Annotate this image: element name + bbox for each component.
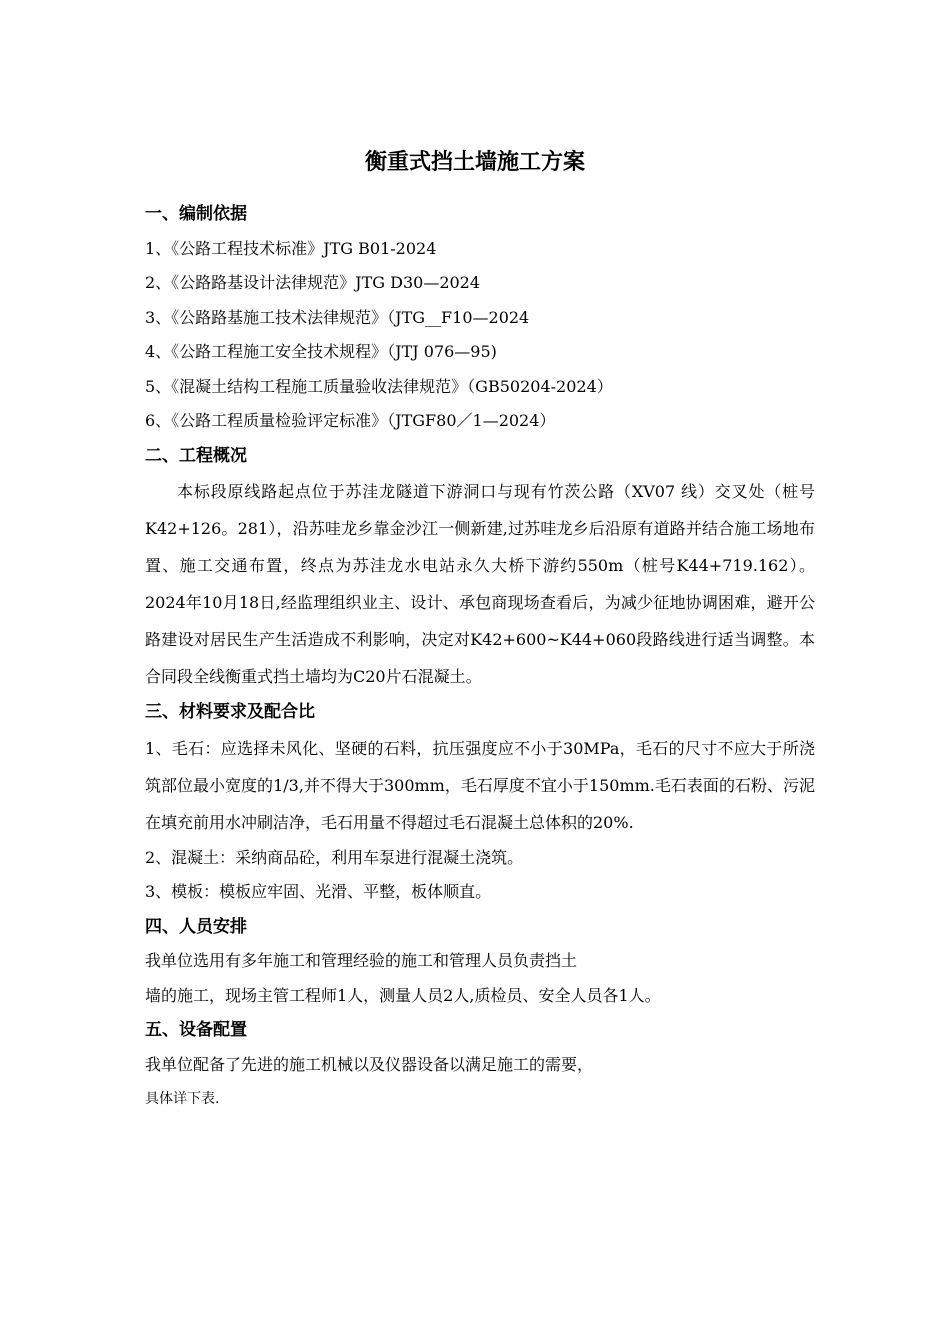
basis-item: 1、《公路工程技术标准》JTG B01-2024 bbox=[145, 238, 437, 258]
overview-paragraph: 本标段原线路起点位于苏洼龙隧道下游洞口与现有竹茨公路（XV07 线）交叉处（桩号K42+126。281），沿苏哇龙乡靠金沙江一侧新建,过苏哇龙乡后沿原有道路并结合施工场地布置、施工交通布置，终点为苏洼龙水电站永久大桥下游约550m（桩号K44+719.162）。2024年10月18日,经监理组织业主、设计、承包商现场查看后，为减少征地协调困难，避开公路建设对居民生产生活造成不利影响，决定对K42+600~K44+060段路线进行适当调整。本合同段全线衡重式挡土墙均为C20片石混凝土。 bbox=[145, 482, 815, 686]
material-item-concrete: 2、混凝土：采纳商品砼，利用车泵进行混凝土浇筑。 bbox=[145, 847, 524, 867]
basis-item: 2、《公路路基设计法律规范》JTG D30—2024 bbox=[145, 273, 481, 292]
section-heading-materials: 三、材料要求及配合比 bbox=[145, 702, 315, 722]
basis-item: 4、《公路工程施工安全技术规程》（JTJ 076—95) bbox=[145, 342, 497, 361]
document-body bbox=[145, 197, 815, 1117]
section-heading-overview: 二、工程概况 bbox=[145, 445, 247, 466]
section-heading-equipment: 五、设备配置 bbox=[145, 1020, 247, 1040]
material-item-rubble: 1、毛石：应选择未风化、坚硬的石料，抗压强度应不小于30MPa，毛石的尺寸不应大于所浇筑部位最小宽度的1/3,并不得大于300mm，毛石厚度不宜小于150mm.毛石表面的石粉、污泥在填充前用水冲刷洁净，毛石用量不得超过毛石混凝土总体积的20%. bbox=[145, 738, 815, 832]
staffing-line: 墙的施工，现场主管工程师1人，测量人员2人,质检员、安全人员各1人。 bbox=[145, 985, 661, 1005]
material-item-formwork: 3、模板：模板应牢固、光滑、平整，板体顺直。 bbox=[145, 882, 492, 901]
document-title: 衡重式挡土墙施工方案 bbox=[364, 150, 585, 175]
equipment-line: 我单位配备了先进的施工机械以及仪器设备以满足施工的需要， bbox=[145, 1054, 594, 1074]
staffing-line: 我单位选用有多年施工和管理经验的施工和管理人员负责挡土 bbox=[145, 951, 578, 970]
basis-item: 5、《混凝土结构工程施工质量验收法律规范》（GB50204-2024） bbox=[145, 376, 613, 396]
basis-item: 3、《公路路基施工技术法律规范》（JTG__F10—2024 bbox=[145, 307, 530, 327]
section-heading-basis: 一、编制依据 bbox=[145, 204, 247, 224]
basis-item: 6、《公路工程质量检验评定标准》（JTGF80／1—2024） bbox=[145, 411, 556, 430]
section-heading-staffing: 四、人员安排 bbox=[145, 916, 247, 937]
equipment-note: 具体详下表. bbox=[145, 1091, 220, 1107]
